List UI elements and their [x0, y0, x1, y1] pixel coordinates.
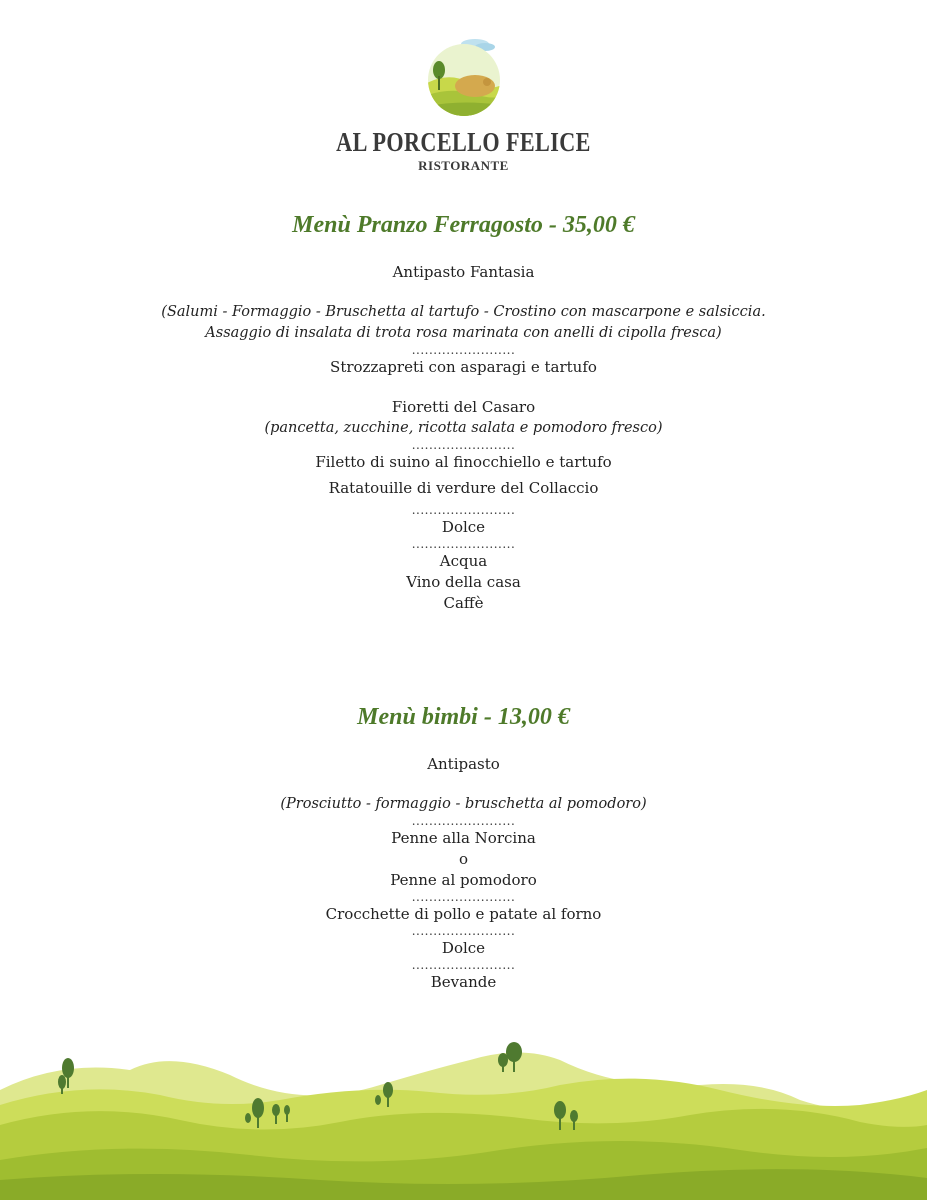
antipasto-description: (Salumi - Formaggio - Bruschetta al tartufo - Crostino con mascarpone e salsiccia.: [161, 304, 766, 320]
separator: ........................: [411, 958, 516, 972]
or-label: o: [458, 850, 469, 868]
primo-fioretti-description: (pancetta, zucchine, ricotta salata e pomodoro fresco): [264, 420, 663, 436]
bevande: Bevande: [430, 973, 497, 991]
separator: ........................: [411, 890, 516, 904]
brand-subtitle: RISTORANTE: [418, 158, 509, 173]
restaurant-logo: [0, 36, 927, 174]
separator: ........................: [411, 438, 516, 452]
drink-caffe: Caffè: [443, 594, 484, 612]
separator: ........................: [411, 537, 516, 551]
primo-pomodoro: Penne al pomodoro: [390, 871, 537, 889]
antipasto-title: Antipasto Fantasia: [392, 263, 535, 281]
secondo-filetto: Filetto di suino al finocchiello e tartufo: [315, 453, 612, 471]
separator: ........................: [411, 503, 516, 517]
primo-norcina: Penne alla Norcina: [391, 829, 536, 847]
brand-name: AL PORCELLO FELICE: [336, 127, 591, 157]
menu-bimbi: [0, 702, 927, 993]
antipasto-title: Antipasto: [427, 755, 500, 773]
separator: ........................: [411, 814, 516, 828]
hills-decoration: [0, 1030, 927, 1200]
dolce: Dolce: [441, 939, 486, 957]
drink-vino: Vino della casa: [406, 573, 521, 591]
drink-acqua: Acqua: [439, 552, 488, 570]
menu-bimbi-title: Menù bimbi - 13,00 €: [357, 704, 570, 730]
dolce: Dolce: [441, 518, 486, 536]
menu-ferragosto: [0, 210, 927, 614]
antipasto-description: (Prosciutto - formaggio - bruschetta al pomodoro): [280, 796, 647, 812]
contorno-ratatouille: Ratatouille di verdure del Collaccio: [328, 479, 599, 497]
primo-strozzapreti: Strozzapreti con asparagi e tartufo: [330, 358, 597, 376]
primo-fioretti: Fioretti del Casaro: [391, 398, 536, 416]
separator: ........................: [411, 343, 516, 357]
menu-ferragosto-title: Menù Pranzo Ferragosto - 35,00 €: [292, 212, 635, 238]
antipasto-description-cont: Assaggio di insalata di trota rosa marinata con anelli di cipolla fresca): [205, 325, 722, 341]
secondo-crocchette: Crocchette di pollo e patate al forno: [325, 905, 602, 923]
logo-emblem-icon: [419, 36, 509, 118]
separator: ........................: [411, 924, 516, 938]
